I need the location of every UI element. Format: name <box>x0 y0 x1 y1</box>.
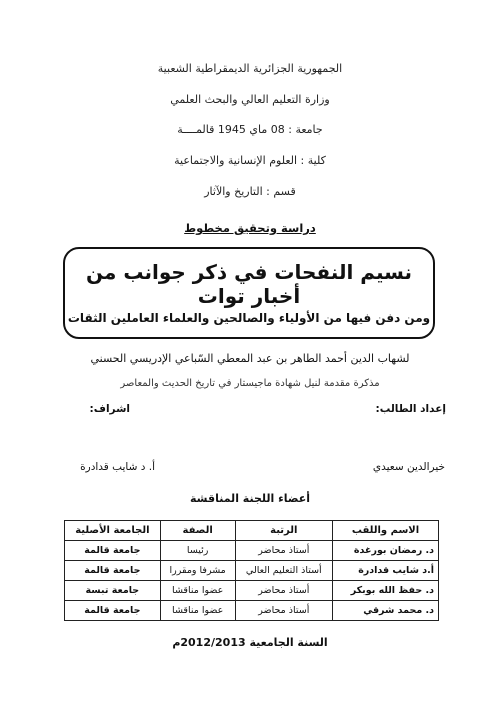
member-university: جامعة تبسة <box>65 581 161 601</box>
memo-line: مذكرة مقدمة لنيل شهادة ماجيستار في تاريخ الحديث والمعاصر <box>120 378 380 389</box>
member-name: د. حفظ الله بوبكر <box>333 581 439 601</box>
supervision-label: اشراف: <box>89 403 130 415</box>
member-rank: أستاذ محاضر <box>235 581 332 601</box>
university-line: جامعة : 08 ماي 1945 قالمــــة <box>177 123 323 136</box>
academic-year: السنة الجامعية 2012/2013م <box>172 636 328 649</box>
member-rank: أستاذ محاضر <box>235 601 332 621</box>
table-row <box>65 561 439 581</box>
member-rank: أستاذ التعليم العالي <box>235 561 332 581</box>
member-rank: أستاذ محاضر <box>235 541 332 561</box>
department-line: قسم : التاريخ والآثار <box>204 185 296 198</box>
table-row <box>65 601 439 621</box>
main-title: نسيم النفحات في ذكر جوانب من أخبار توات <box>85 260 412 308</box>
member-name: د. رمضان بورغدة <box>333 541 439 561</box>
member-role: مشرفا ومقررا <box>160 561 235 581</box>
header-university: الجامعة الأصلية <box>65 521 161 541</box>
member-role: رئيسا <box>160 541 235 561</box>
header-role: الصفة <box>160 521 235 541</box>
title-box <box>63 247 435 339</box>
header-name: الاسم واللقب <box>333 521 439 541</box>
header-rank: الرتبة <box>235 521 332 541</box>
member-name: أ.د شايب قدادرة <box>333 561 439 581</box>
member-university: جامعة قالمة <box>65 541 161 561</box>
student-name: خيرالدين سعيدي <box>372 461 445 473</box>
author-line: لشهاب الدين أحمد الطاهر بن عبد المعطي السّباعي الإدريسي الحسني <box>90 352 410 365</box>
prepared-by-label: إعداد الطالب: <box>375 403 446 415</box>
member-university: جامعة قالمة <box>65 601 161 621</box>
table-row <box>65 581 439 601</box>
member-role: عضوا مناقشا <box>160 581 235 601</box>
table-row <box>65 541 439 561</box>
jury-table <box>64 520 439 621</box>
member-role: عضوا مناقشا <box>160 601 235 621</box>
sub-title: ومن دفن فيها من الأولياء والصالحين والعلماء العاملين الثقات <box>67 311 431 325</box>
member-name: د. محمد شرقي <box>333 601 439 621</box>
republic-line: الجمهورية الجزائرية الديمقراطية الشعبية <box>157 62 343 75</box>
jury-header-row <box>65 521 439 541</box>
member-university: جامعة قالمة <box>65 561 161 581</box>
ministry-line: وزارة التعليم العالي والبحث العلمي <box>170 93 330 106</box>
supervisor-name: أ. د شايب قدادرة <box>80 461 155 473</box>
committee-title: أعضاء اللجنة المناقشة <box>190 492 310 505</box>
faculty-line: كلية : العلوم الإنسانية والاجتماعية <box>174 154 326 167</box>
study-label: دراسة وتحقيق مخطوط <box>184 221 316 235</box>
